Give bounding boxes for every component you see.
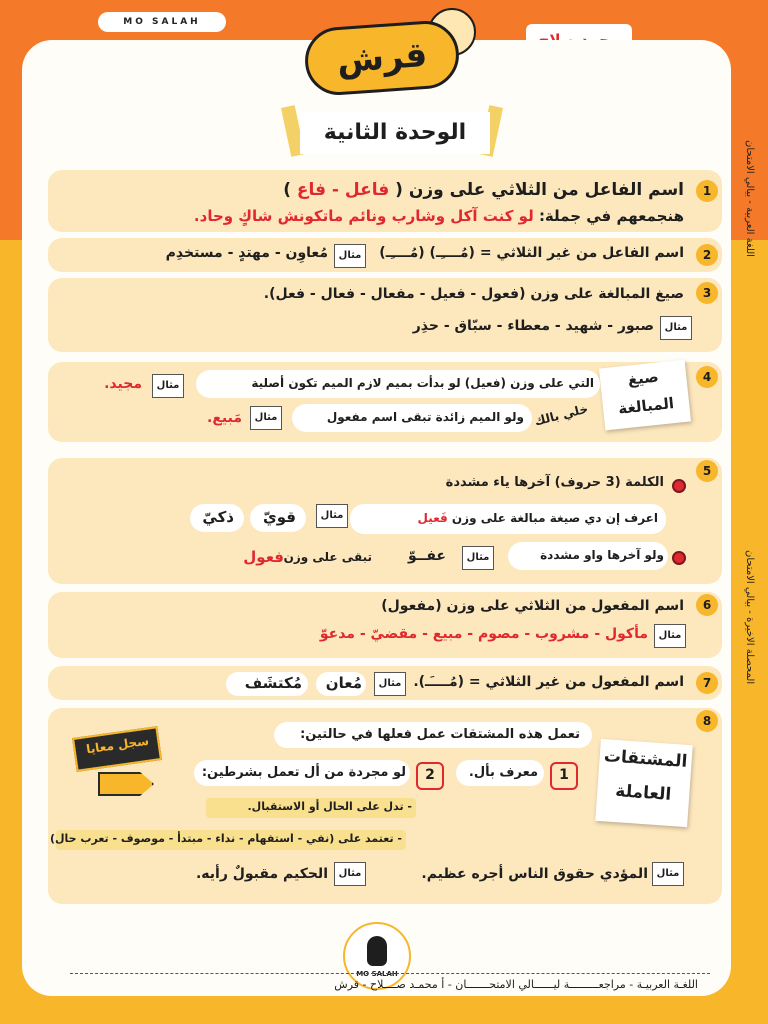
section-5-line2 — [417, 511, 658, 525]
section-4-example-2: مَبيع. — [207, 410, 242, 426]
author-face-icon — [367, 936, 387, 966]
section-2-examples: مُعاوِن - مهتدٍ - مستخدِم — [165, 245, 328, 261]
brand-label: MO SALAH — [98, 12, 226, 32]
s5-line2-red: فَعيل — [417, 511, 448, 525]
section-6-examples: مأكول - مشروب - مصوم - مبيع - مقضيّ - مدعوّ — [319, 626, 648, 642]
section-1-line2 — [194, 207, 684, 225]
side-label-bottom: المحصلة الاخيرة - بيالي الامتحان — [744, 550, 755, 685]
case-1-text: معرف بأل. — [468, 765, 538, 780]
section-5-example-2: ذكيّ — [202, 508, 234, 526]
section-8-note: المشتقات العاملة — [595, 739, 692, 827]
section-6-number: 6 — [696, 594, 718, 616]
s1-line2-red: لو كنت آكل وشارب ونائم ماتكونش شاكٍ وحاد. — [193, 207, 534, 225]
section-2-number: 2 — [696, 244, 718, 266]
section-7-text: اسم المفعول من غير الثلاثي = (مُــــَـ). — [413, 674, 684, 690]
s1-line2-main: هنجمعهم في جملة: — [538, 207, 684, 225]
section-4-line1: التي على وزن (فعيل) لو بدأت بميم لازم الميم تكون أصلية — [251, 376, 594, 390]
s1-line1-main: اسم الفاعل من الثلاثي على وزن ( — [395, 180, 684, 200]
footer-text: اللغـة العربيـة - مراجعـــــــــة ليــــــالي الامتحـــــــان - أ محمـد صــــلاح - قرش — [334, 978, 698, 991]
section-8-number: 8 — [696, 710, 718, 732]
section-1-number: 1 — [696, 180, 718, 202]
section-1-line1 — [283, 180, 684, 200]
section-4-example-icon-2: مثال — [250, 406, 282, 430]
s5-line2-main: اعرف إن دي صيغة مبالغة على وزن — [451, 511, 658, 525]
section-8-example-1: المؤدي حقوق الناس أجره عظيم. — [421, 866, 648, 882]
section-4-example-icon-1: مثال — [152, 374, 184, 398]
section-4-example-1: مجيد. — [104, 376, 142, 392]
section-3-examples: صبور - شهيد - معطاء - سبّاق - حذِر — [412, 318, 654, 334]
section-4-note: صيغ المبالغة — [599, 360, 691, 431]
unit-title: الوحدة الثانية — [300, 112, 490, 154]
section-5-example-1: قويّ — [263, 508, 296, 526]
section-4-number: 4 — [696, 366, 718, 388]
section-6-text: اسم المفعول من الثلاثي على وزن (مفعول) — [381, 598, 684, 614]
avatar-name: MO SALAH — [356, 970, 398, 978]
section-7-example-icon: مثال — [374, 672, 406, 696]
section-5-example-3: عفــوّ — [408, 548, 446, 564]
section-7-example-2: مُكتشَف — [244, 674, 302, 692]
section-4-line2: ولو الميم زائدة تبقى اسم مفعول — [326, 410, 524, 424]
s1-line1-red: فاعل - فاع — [296, 180, 390, 200]
section-5-example-icon-2: مثال — [462, 546, 494, 570]
section-8-example-icon-2: مثال — [334, 862, 366, 886]
section-3-example-icon: مثال — [660, 316, 692, 340]
s1-line1-end: ) — [283, 180, 291, 200]
section-5-line1: الكلمة (3 حروف) آخرها ياء مشددة — [445, 475, 664, 490]
section-3-number: 3 — [696, 282, 718, 304]
side-label-top: اللغة العربية - بيالي الامتحان — [744, 140, 755, 257]
section-2-text: اسم الفاعل من غير الثلاثي = (مُــــِـ) (مُــــِـ) — [379, 245, 684, 261]
case-2-text: لو مجردة من أل تعمل بشرطين: — [201, 765, 406, 780]
section-5-bullet-2 — [672, 551, 686, 565]
section-5-line3b: تبقى على وزن — [283, 550, 372, 564]
section-5-line3: ولو آخرها واو مشددة — [540, 548, 664, 562]
brand-logo: قرش — [303, 19, 461, 98]
signpost-label: سجل معايا — [85, 733, 150, 757]
section-3-text: صيغ المبالغة على وزن (فعول - فعيل - مفعال - فعال - فعل). — [263, 286, 684, 302]
section-2-example-icon: مثال — [334, 244, 366, 268]
section-8-example-2: الحكيم مقبولٌ رأيه. — [195, 866, 328, 882]
section-8-intro: تعمل هذه المشتقات عمل فعلها في حالتين: — [300, 727, 580, 742]
section-5-number: 5 — [696, 460, 718, 482]
section-5-example-icon-1: مثال — [316, 504, 348, 528]
case-2-badge: 2 — [416, 762, 444, 790]
case-1-badge: 1 — [550, 762, 578, 790]
section-7-example-1: مُعان — [325, 674, 362, 692]
section-8-example-icon-1: مثال — [652, 862, 684, 886]
section-7-number: 7 — [696, 672, 718, 694]
section-6-example-icon: مثال — [654, 624, 686, 648]
section-5-bullet-1 — [672, 479, 686, 493]
condition-1: - تدل على الحال أو الاستقبال. — [247, 800, 412, 813]
section-5-red-pattern: فعول — [243, 548, 284, 566]
section-4-tag: خلي بالك — [533, 401, 590, 429]
footer-divider — [70, 973, 710, 974]
condition-2: - تعتمد على (نفي - استفهام - نداء - مبتدأ - موصوف - تعرب حال) — [49, 832, 402, 845]
